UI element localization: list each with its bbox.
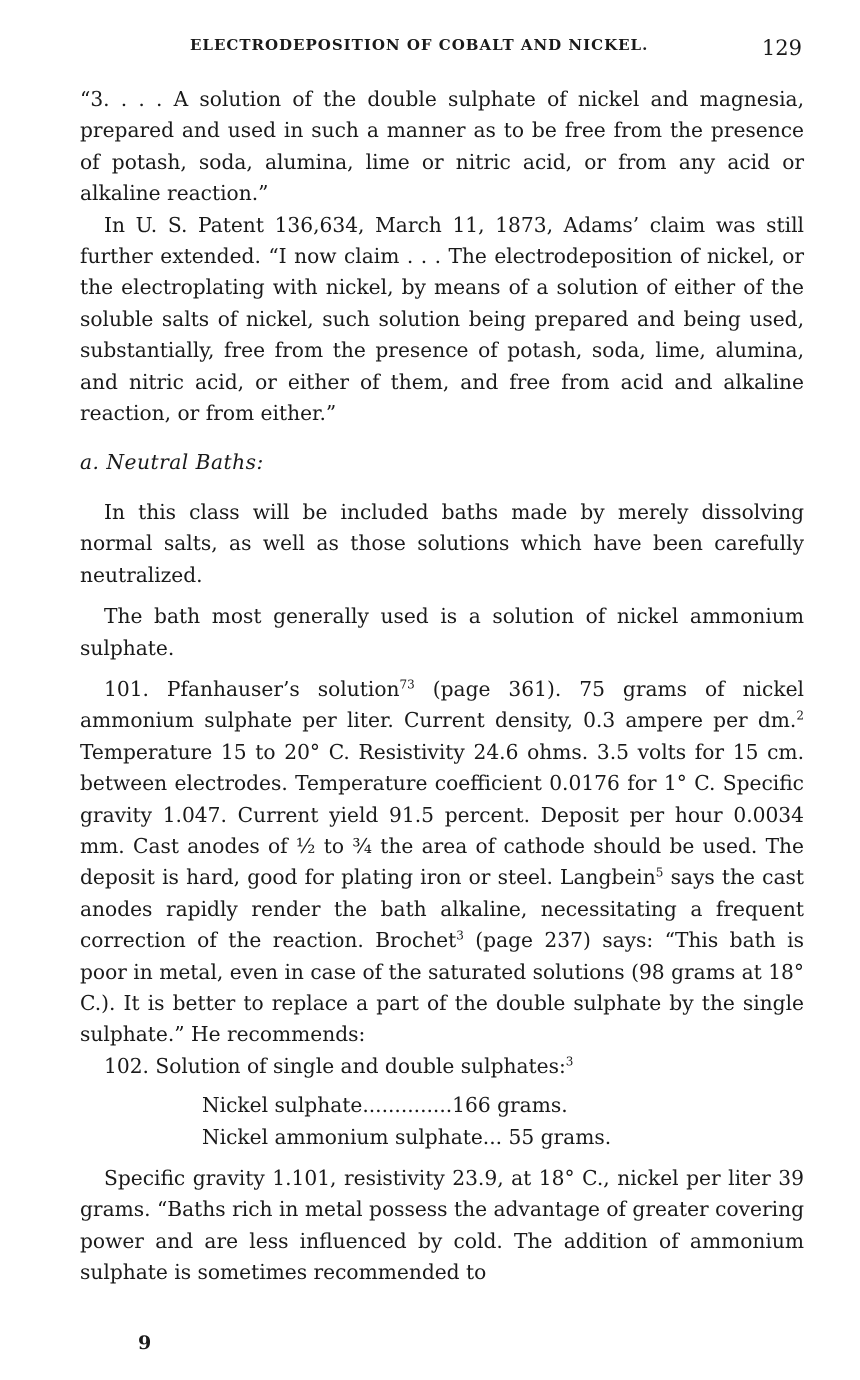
solution-101-text-e: (page 237) says: “This bath is poor in metal, even in case of the saturated solutions (98 grams at 18° C.). It is better to replace a part of the double sulphate by the single sulphate.” He recommends: [80, 928, 804, 1047]
solution-101-text-a: 101. Pfanhauser’s solution [104, 676, 400, 701]
page-number: 129 [761, 36, 802, 60]
footnote-ref: 5 [655, 865, 664, 880]
neutral-baths-intro-paragraph: In this class will be included baths made by merely dissolving normal salts, as well as those solutions which have been carefully neutralized. [80, 499, 804, 587]
solution-102-text: 102. Solution of single and double sulphates: [104, 1053, 566, 1078]
running-title: ELECTRODEPOSITION OF COBALT AND NICKEL. [190, 36, 649, 54]
specific-gravity-paragraph: Specific gravity 1.101, resistivity 23.9, at 18° C., nickel per liter 39 grams. “Baths rich in metal possess the advantage of greater covering power and are less influenced by cold. The addition of ammonium sulphate is sometimes recommended to [80, 1166, 804, 1285]
signature-mark: 9 [138, 1332, 152, 1354]
most-used-bath-paragraph: The bath most generally used is a solution of nickel ammonium sulphate. [80, 604, 804, 660]
footnote-ref: 2 [796, 708, 804, 723]
quoted-claim-paragraph: “3. . . . A solution of the double sulphate of nickel and magnesia, prepared and used in such a manner as to be free from the presence of potash, soda, alumina, lime or nitric acid, or from any acid or alkaline reaction.” [80, 87, 804, 206]
footnote-ref: 3 [456, 928, 464, 943]
solution-101-text-b: (page 361). 75 grams of nickel ammonium sulphate per liter. Current density, 0.3 ampere per dm. [80, 676, 804, 733]
body-text [80, 84, 804, 1289]
recipe-row [202, 1122, 804, 1153]
footnote-ref: 73 [399, 677, 415, 692]
recipe-quantity: 166 grams. [452, 1093, 568, 1118]
recipe-quantity: 55 grams. [502, 1124, 612, 1149]
footnote-ref: 3 [565, 1054, 574, 1069]
recipe-row [202, 1090, 804, 1121]
solution-101-paragraph [80, 674, 804, 1051]
patent-paragraph: In U. S. Patent 136,634, March 11, 1873, Adams’ claim was still further extended. “I now claim . . . The electrodeposition of nickel, or the electroplating with nickel, by means of a solution of either of the soluble salts of nickel, such solution being prepared and being used, substantially, free from the presence of potash, soda, lime, alumina, and nitric acid, or either of them, and free from acid and alkaline reaction, or from either.” [80, 212, 804, 426]
running-head [80, 32, 804, 62]
recipe-ingredient: Nickel ammonium sulphate... [202, 1124, 503, 1149]
section-heading: a. Neutral Baths: [80, 450, 264, 475]
recipe-table [202, 1090, 804, 1153]
recipe-ingredient: Nickel sulphate.............. [202, 1093, 453, 1118]
solution-102-heading [80, 1051, 804, 1082]
solution-101-text-d: says the cast anodes rapidly render the bath alkaline, necessitating a frequent correction of the reaction. Brochet [80, 865, 804, 953]
solution-101-text-c: Temperature 15 to 20° C. Resistivity 24.6 ohms. 3.5 volts for 15 cm. between electrodes. Temperature coefficient 0.0176 for 1° C. Specific gravity 1.047. Current yield 91.5 percent. Deposit per hour 0.0034 mm. Cast anodes of ½ to ¾ the area of cathode should be used. The deposit is hard, good for plating iron or steel. Langbein [80, 739, 804, 890]
